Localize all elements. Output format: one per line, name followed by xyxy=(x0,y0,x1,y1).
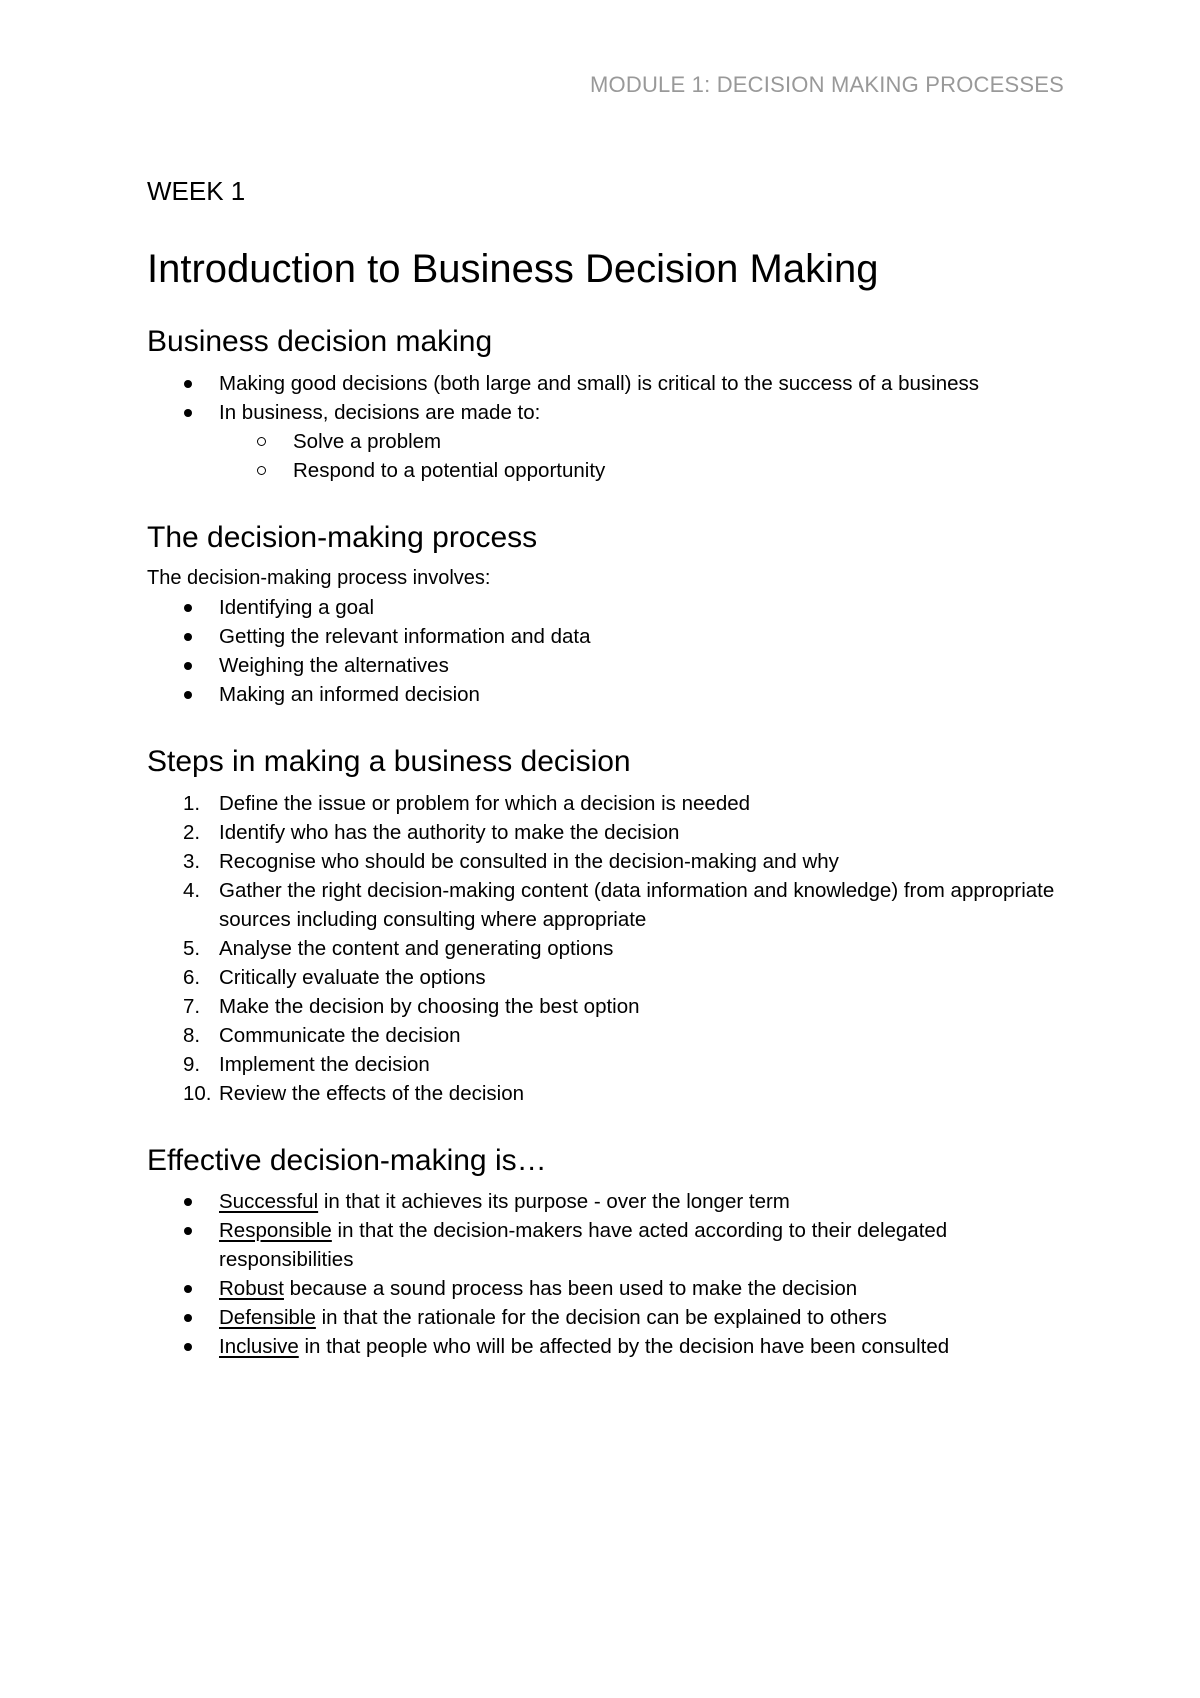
list-item-text: Making good decisions (both large and small) is critical to the success of a business xyxy=(219,371,980,395)
list-item xyxy=(147,369,1067,398)
bullet-list xyxy=(147,369,1067,427)
step-text: Make the decision by choosing the best option xyxy=(219,994,640,1018)
step-text: Gather the right decision-making content (data information and knowledge) from appropriate sources including consulting where appropriate xyxy=(219,878,1055,931)
bullet-icon xyxy=(184,1343,192,1351)
bullet-icon xyxy=(184,691,192,699)
step-text: Communicate the decision xyxy=(219,1023,461,1047)
list-item-text: Identifying a goal xyxy=(219,596,375,620)
list-item xyxy=(147,1274,1067,1303)
list-item-text: Getting the relevant information and data xyxy=(219,625,591,649)
sub-list-item-text: Respond to a potential opportunity xyxy=(293,458,606,482)
step-number: 10. xyxy=(183,1081,212,1105)
list-item-text: Weighing the alternatives xyxy=(219,654,449,678)
bullet-icon xyxy=(184,1198,192,1206)
term: Robust xyxy=(219,1277,284,1301)
step-number: 6. xyxy=(183,965,201,989)
sub-list-item xyxy=(147,456,1067,485)
section-heading: Business decision making xyxy=(147,325,493,359)
numbered-list-item xyxy=(147,992,1067,1021)
section-effective xyxy=(147,1142,1067,1362)
step-number: 7. xyxy=(183,994,201,1018)
bullet-icon xyxy=(184,380,192,388)
week-label: WEEK 1 xyxy=(147,176,246,206)
list-item xyxy=(147,1187,1067,1216)
sub-bullet-list xyxy=(147,427,1067,485)
step-text: Implement the decision xyxy=(219,1052,430,1076)
list-item xyxy=(147,1332,1067,1361)
bullet-icon xyxy=(184,604,192,612)
numbered-list-item xyxy=(147,963,1067,992)
sub-list-item xyxy=(147,427,1067,456)
bullet-icon xyxy=(184,409,192,417)
list-item-text: Making an informed decision xyxy=(219,683,480,707)
numbered-list-item xyxy=(147,1079,1067,1108)
term-description: in that people who will be affected by the decision have been consulted xyxy=(298,1335,950,1359)
list-item-text: In business, decisions are made to: xyxy=(219,400,541,424)
term-description: in that the decision-makers have acted according to their delegated responsibilities xyxy=(219,1219,948,1272)
step-text: Define the issue or problem for which a decision is needed xyxy=(219,791,751,815)
section-business-decision-making xyxy=(147,323,1067,485)
list-item xyxy=(147,680,1067,709)
step-number: 9. xyxy=(183,1052,201,1076)
document-body xyxy=(147,176,1067,1361)
step-number: 1. xyxy=(183,791,201,815)
numbered-list xyxy=(147,789,1067,1108)
numbered-list-item xyxy=(147,1050,1067,1079)
term-description: because a sound process has been used to make the decision xyxy=(283,1277,858,1301)
step-text: Identify who has the authority to make the decision xyxy=(219,820,680,844)
hollow-bullet-icon xyxy=(257,437,266,446)
section-intro: The decision-making process involves: xyxy=(147,567,491,590)
numbered-list-item xyxy=(147,1021,1067,1050)
list-item xyxy=(147,593,1067,622)
hollow-bullet-icon xyxy=(257,466,266,475)
step-number: 2. xyxy=(183,820,201,844)
numbered-list-item xyxy=(147,789,1067,818)
list-item xyxy=(147,1216,1067,1274)
section-steps xyxy=(147,743,1067,1108)
list-item xyxy=(147,398,1067,427)
step-number: 5. xyxy=(183,936,201,960)
bullet-list xyxy=(147,593,1067,709)
numbered-list-item xyxy=(147,934,1067,963)
term: Inclusive xyxy=(219,1335,299,1359)
section-heading: The decision-making process xyxy=(147,520,538,554)
term: Successful xyxy=(219,1190,319,1214)
bullet-list xyxy=(147,1187,1067,1361)
term-description: in that the rationale for the decision can be explained to others xyxy=(315,1306,887,1330)
term: Responsible xyxy=(219,1219,332,1243)
step-number: 8. xyxy=(183,1023,201,1047)
step-text: Critically evaluate the options xyxy=(219,965,486,989)
list-item xyxy=(147,651,1067,680)
bullet-icon xyxy=(184,662,192,670)
section-heading: Effective decision-making is… xyxy=(147,1143,547,1177)
term-description: in that it achieves its purpose - over the longer term xyxy=(318,1190,790,1214)
bullet-icon xyxy=(184,1227,192,1235)
list-item xyxy=(147,1303,1067,1332)
section-heading: Steps in making a business decision xyxy=(147,745,631,779)
document-title: Introduction to Business Decision Making xyxy=(147,247,879,292)
numbered-list-item xyxy=(147,847,1067,876)
step-number: 3. xyxy=(183,849,201,873)
numbered-list-item xyxy=(147,876,1067,934)
bullet-icon xyxy=(184,1314,192,1322)
sub-list-item-text: Solve a problem xyxy=(293,429,442,453)
step-text: Review the effects of the decision xyxy=(219,1081,525,1105)
step-text: Recognise who should be consulted in the decision-making and why xyxy=(219,849,839,873)
numbered-list-item xyxy=(147,818,1067,847)
section-decision-making-process xyxy=(147,519,1067,710)
module-header: MODULE 1: DECISION MAKING PROCESSES xyxy=(590,72,1064,97)
step-number: 4. xyxy=(183,878,201,902)
term: Defensible xyxy=(219,1306,316,1330)
step-text: Analyse the content and generating options xyxy=(219,936,614,960)
list-item xyxy=(147,622,1067,651)
bullet-icon xyxy=(184,633,192,641)
bullet-icon xyxy=(184,1285,192,1293)
